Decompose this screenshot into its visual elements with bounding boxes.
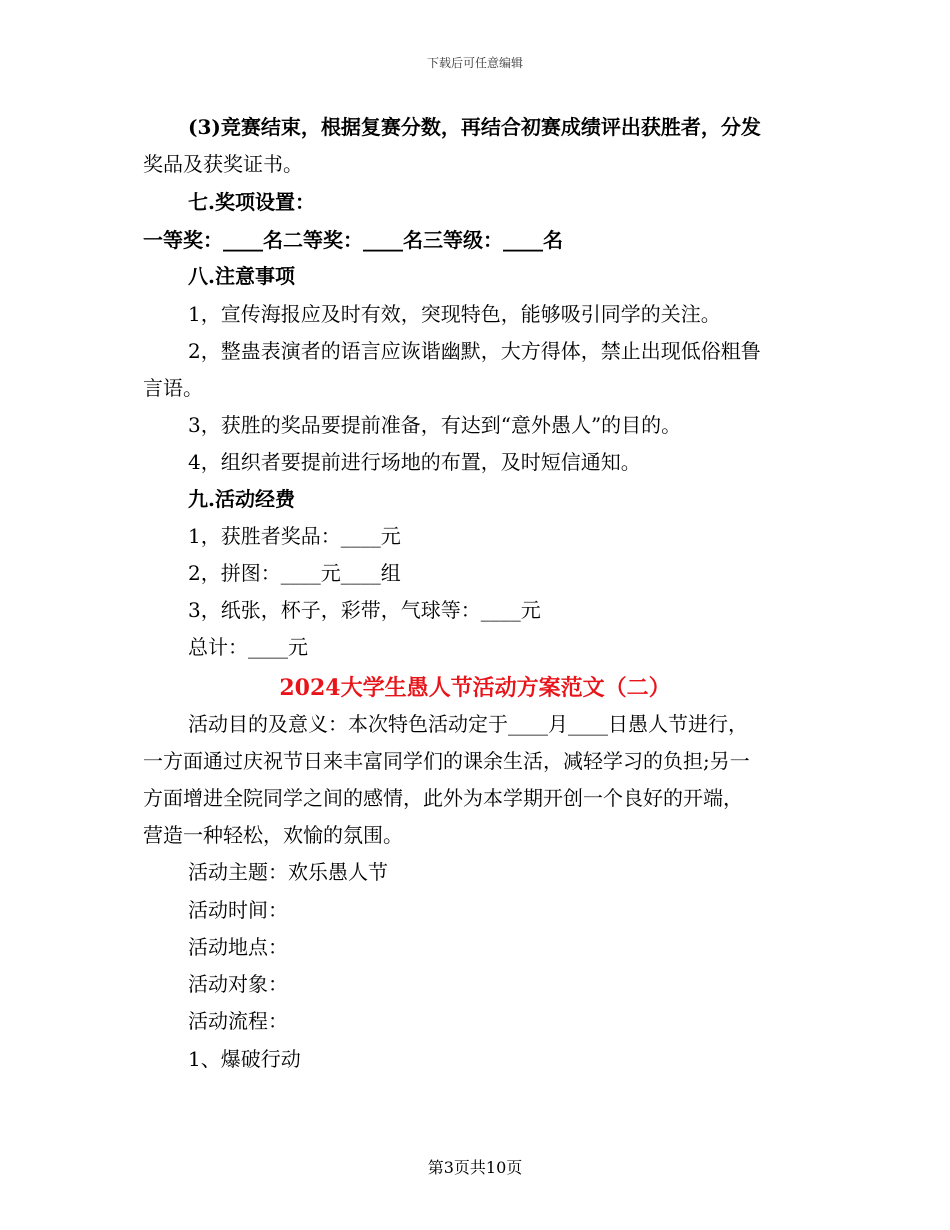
section-heading-notes: 八.注意事项 <box>188 264 295 288</box>
note-item-1: 1，宣传海报应及时有效，突现特色，能够吸引同学的关注。 <box>188 302 721 326</box>
section-heading-budget: 九.活动经费 <box>188 487 295 511</box>
process-step-1: 1、爆破行动 <box>188 1047 301 1071</box>
header-note: 下载后可任意编辑 <box>426 56 523 70</box>
section-title: 2024大学生愚人节活动方案范文（二） <box>279 675 671 701</box>
activity-theme: 活动主题：欢乐愚人节 <box>188 860 388 884</box>
budget-item-1: 1，获胜者奖品：____元 <box>188 524 401 548</box>
purpose-line-2: 一方面通过庆祝节日来丰富同学们的课余生活，减轻学习的负担;另一 <box>143 749 750 773</box>
budget-total: 总计：____元 <box>188 635 308 659</box>
rule-line-3-cont: 奖品及获奖证书。 <box>143 152 303 176</box>
section-heading-awards: 七.奖项设置： <box>188 190 315 214</box>
purpose-line-4: 营造一种轻松，欢愉的氛围。 <box>143 823 403 847</box>
note-item-4: 4，组织者要提前进行场地的布置，及时短信通知。 <box>188 450 641 474</box>
budget-item-3: 3，纸张，杯子，彩带，气球等：____元 <box>188 598 541 622</box>
awards-line: 一等奖：____名二等奖：____名三等级：____名 <box>143 228 563 252</box>
activity-location: 活动地点： <box>188 935 288 959</box>
note-item-2: 2，整蛊表演者的语言应诙谐幽默，大方得体，禁止出现低俗粗鲁 <box>188 339 761 363</box>
activity-audience: 活动对象： <box>188 972 288 996</box>
page-number: 第3页共10页 <box>427 1158 523 1177</box>
rule-line-3: (3)竞赛结束，根据复赛分数，再结合初赛成绩评出获胜者，分发 <box>188 115 761 139</box>
purpose-line-3: 方面增进全院同学之间的感情，此外为本学期开创一个良好的开端， <box>143 786 743 810</box>
activity-process: 活动流程： <box>188 1009 288 1033</box>
budget-item-2: 2，拼图：____元____组 <box>188 561 401 585</box>
activity-time: 活动时间： <box>188 898 288 922</box>
purpose-line-1: 活动目的及意义：本次特色活动定于____月____日愚人节进行， <box>188 712 748 736</box>
note-item-2-cont: 言语。 <box>143 376 203 400</box>
note-item-3: 3，获胜的奖品要提前准备，有达到“意外愚人”的目的。 <box>188 413 682 437</box>
